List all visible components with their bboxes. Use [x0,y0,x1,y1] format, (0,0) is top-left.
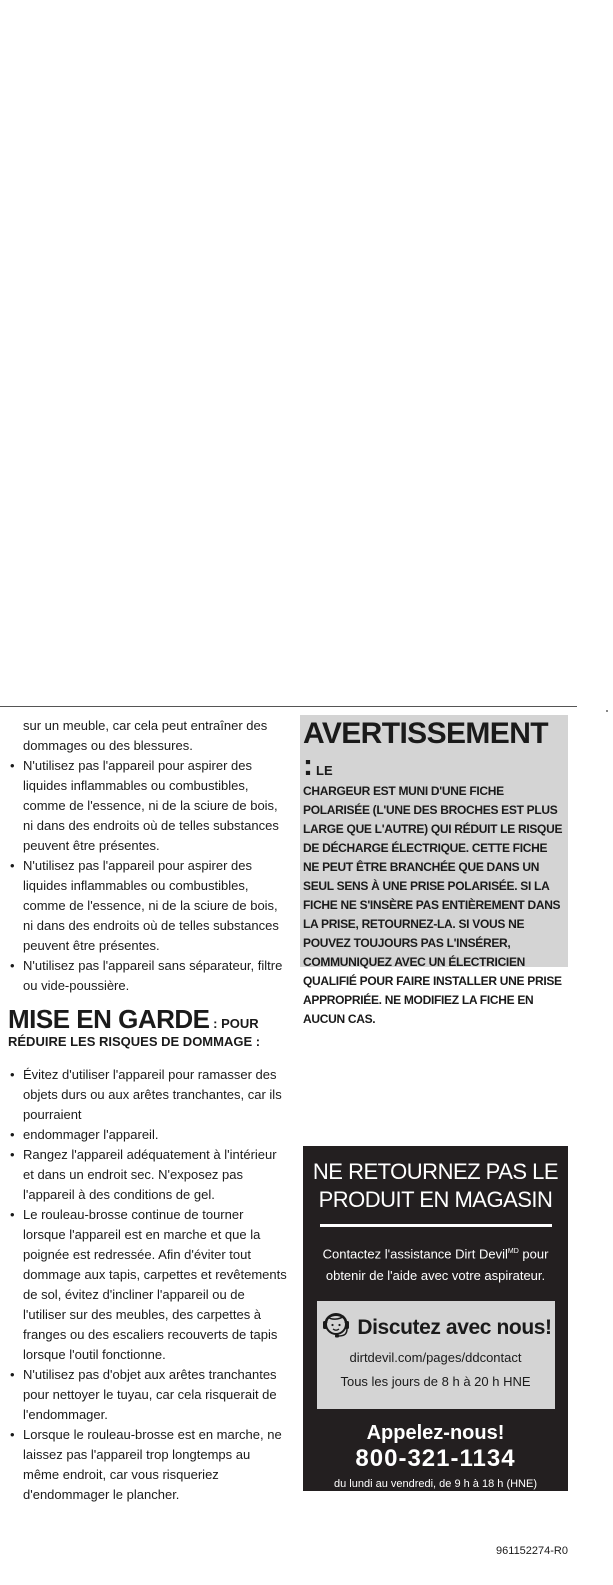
chat-url-link[interactable]: dirtdevil.com/pages/ddcontact [349,1350,522,1366]
panel-divider [320,1224,552,1227]
caution-subtitle: : POUR RÉDUIRE LES RISQUES DE DOMMAGE : [8,1016,261,1049]
list-item: • N'utilisez pas l'appareil sans séparateur, filtre ou vide-poussière. [8,956,288,996]
caution-bullet-list [8,1065,288,1505]
list-item: • Rangez l'appareil adéquatement à l'intérieur et dans un endroit sec. N'exposez pas l'appareil à des conditions de gel. [8,1145,288,1205]
warning-bullet-list [8,756,288,996]
margin-mark [606,710,608,712]
list-item: • N'utilisez pas l'appareil pour aspirer des liquides inflammables ou combustibles, comme de l'essence, ni de la sciure de bois, ni dans des endroits où de telles substances peuvent être présentes. [8,856,288,956]
polarized-plug-warning [300,715,568,1026]
call-title: Appelez-nous! [366,1422,505,1445]
trademark-mark: MD [507,1248,519,1255]
chat-hours: Tous les jours de 8 h à 20 h HNE [340,1374,531,1390]
safety-instructions-column [8,716,288,1505]
warning-body: CHARGEUR EST MUNI D'UNE FICHE POLARISÉE (L'UNE DES BROCHES EST PLUS LARGE QUE L'AUTRE) QUI RÉDUIT LE RISQUE DE DÉCHARGE ÉLECTRIQUE. CETTE FICHE NE PEUT ÊTRE BRANCHÉE QUE DANS UN SEUL SENS À UNE PRISE POLARISÉE. SI LA FICHE NE S'INSÈRE PAS ENTIÈREMENT DANS LA PRISE, RETOURNEZ-LA. SI VOUS NE POUVEZ TOUJOURS PAS L'INSÉRER, COMMUNIQUEZ AVEC UN ÉLECTRICIEN QUALIFIÉ POUR FAIRE INSTALLER UNE PRISE APPROPRIÉE. NE MODIFIEZ LA FICHE EN AUCUN CAS. [303,784,563,1026]
chat-heading [317,1309,555,1346]
top-divider [0,706,577,707]
call-hours: du lundi au vendredi, de 9 h à 18 h (HNE) [333,1478,538,1491]
phone-number[interactable]: 800-321-1134 [355,1445,516,1473]
chat-title: Discutez avec nous! [357,1315,552,1339]
continued-text: sur un meuble, car cela peut entraîner des dommages ou des blessures. [23,718,268,753]
document-code: 961152274-R0 [496,1545,568,1557]
list-item: • N'utilisez pas d'objet aux arêtes tranchantes pour nettoyer le tuyau, car cela risquerait de l'endommager. [8,1365,288,1425]
caution-title: MISE EN GARDE [8,1004,210,1034]
list-item: • N'utilisez pas l'appareil pour aspirer des liquides inflammables ou combustibles, comme de l'essence, ni de la sciure de bois, ni dans des endroits où de telles substances peuvent être présentes. [8,756,288,856]
warning-title: AVERTISSEMENT : [303,717,549,782]
caution-heading [8,1004,288,1051]
return-title-line-2: PRODUIT EN MAGASIN [318,1187,553,1212]
list-item: • Lorsque le rouleau-brosse est en marche, ne laissez pas l'appareil trop longtemps au même endroit, car vous risqueriez d'endommager le plancher. [8,1425,288,1505]
do-not-return-panel [303,1146,568,1491]
contact-text-post: pour obtenir de l'aide avec votre aspirateur. [325,1246,549,1284]
list-item: • Évitez d'utiliser l'appareil pour ramasser des objets durs ou aux arêtes tranchantes, car ils pourraient [8,1065,288,1125]
contact-text-pre: Contactez l'assistance Dirt Devil [322,1246,508,1262]
contact-support-text [303,1241,568,1287]
return-title-line-1: NE RETOURNEZ PAS LE [312,1159,559,1184]
chat-section [317,1301,555,1409]
list-item: • endommager l'appareil. [8,1125,288,1145]
support-agent-icon [319,1309,353,1346]
list-item: • Le rouleau-brosse continue de tourner lorsque l'appareil est en marche et que la poignée est redressée. Afin d'éviter tout dommage aux tapis, carpettes et revêtements de sol, évitez d'incliner l'appareil ou de l'utiliser sur des meubles, des carpettes à franges ou des escaliers recouverts de tapis lorsque l'outil fonctionne. [8,1205,288,1365]
warning-title-tail: LE [312,763,333,778]
